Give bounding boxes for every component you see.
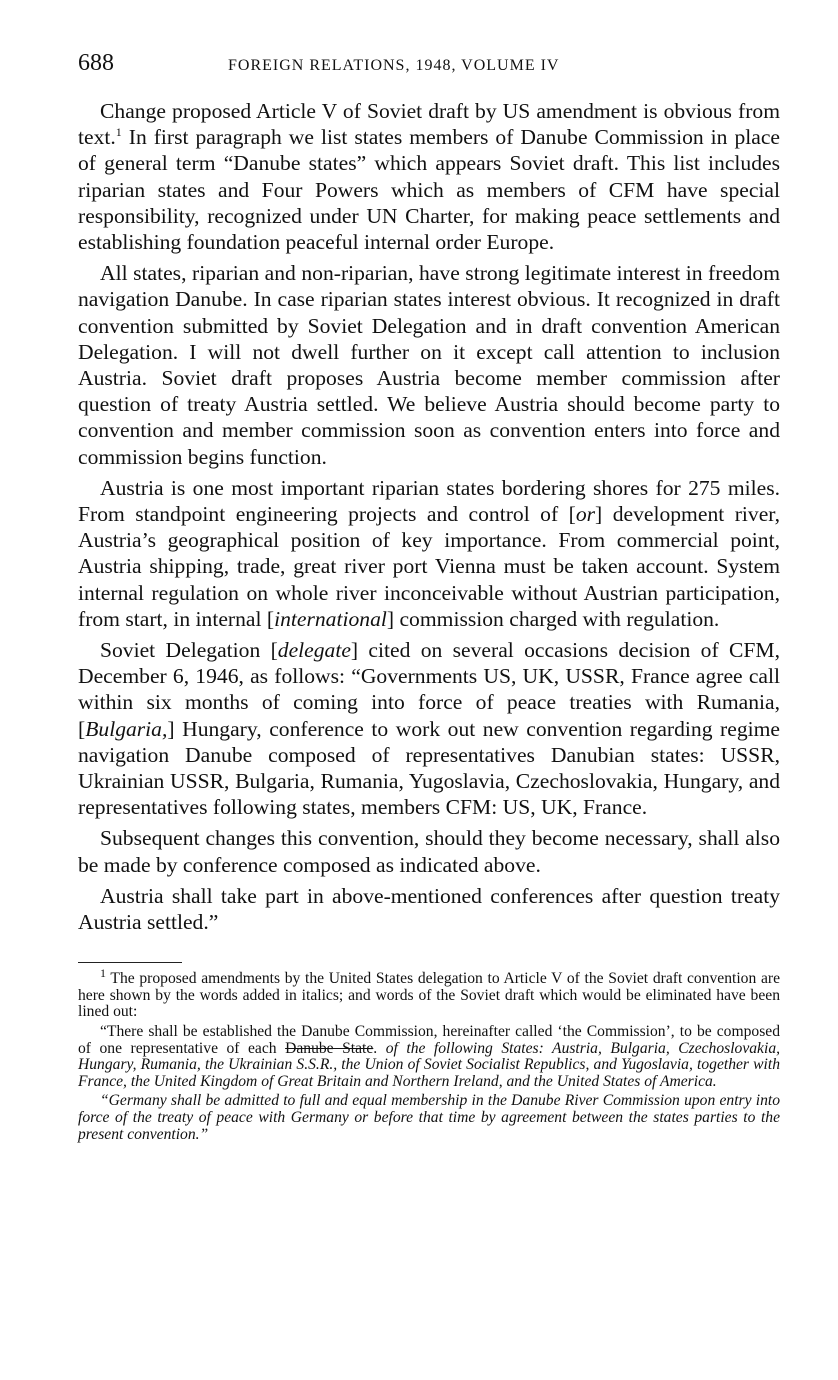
footnote [78, 966, 781, 1143]
page-number: 688 [78, 50, 114, 76]
paragraph-2: All states, riparian and non-riparian, have strong legitimate interest in freedom navigation Danube. In case riparian states interest obvious. It recognized in draft convention submitted by Soviet Delegation and in draft convention American Delegation. I will not dwell further on it except call attention to inclusion Austria. Soviet draft proposes Austria become member commission after question of treaty Austria settled. We believe Austria should become party to convention and member commission soon as convention enters into force and commission begins function. [78, 261, 780, 469]
footnote-ref: 1 [115, 125, 122, 140]
footnote-quote-2: “Germany shall be admitted to full and equal membership in the Danube River Commission upon entry into force of the treaty of peace with Germany or before that time by agreement between the states parties to the present convention.” [78, 1092, 780, 1143]
footnote-quote-1: “There shall be established the Danube Commission, hereinafter called ‘the Commission’, to be composed of one representative of each Danube State. of the following States: Austria, Bulgaria, Czechoslovakia, Hungary, Rumania, the Ukrainian S.S.R., the Union of Soviet Socialist Republics, and Yugoslavia, together with France, the United Kingdom of Great Britain and Northern Ireland, and the United States of America. [78, 1023, 781, 1090]
footnote-divider [78, 962, 182, 963]
running-head: FOREIGN RELATIONS, 1948, VOLUME IV [228, 57, 560, 74]
page-header [78, 50, 780, 84]
paragraph-1: Change proposed Article V of Soviet draft by US amendment is obvious from text.$^1$ In first paragraph we list states members of Danube Commission in place of general term “Danube states” which appears Soviet draft. This list includes riparian states and Four Powers which as members of CFM have special responsibility, recognized under UN Charter, for making peace settlements and establishing foundation peaceful internal order Europe. [78, 99, 780, 255]
paragraph-3: Austria is one most important riparian states bordering shores for 275 miles. From standpoint engineering projects and control of [or] development river, Austria’s geographical position of key importance. From commercial point, Austria shipping, trade, great river port Vienna must be taken account. System internal regulation on whole river inconceivable without Austrian participation, from start, in internal [international] commission charged with regulation. [78, 475, 780, 631]
struck-text: Danube State [285, 1039, 374, 1057]
body-text [78, 98, 780, 935]
footnote-number: 1 [100, 966, 106, 981]
paragraph-5: Subsequent changes this convention, should they become necessary, shall also be made by conference composed as indicated above. [78, 826, 780, 877]
footnote-intro: $^1$ The proposed amendments by the United States delegation to Article V of the Soviet draft convention are here shown by the words added in italics; and words of the Soviet draft which would be eliminated have been lined out: [78, 966, 780, 1021]
document-page [78, 50, 780, 1143]
paragraph-4: Soviet Delegation [delegate] cited on several occasions decision of CFM, December 6, 1946, as follows: “Governments US, UK, USSR, France agree call within six months of coming into force of peace treaties with Rumania, [Bulgaria,] Hungary, conference to work out new convention regarding regime navigation Danube composed of representatives Danubian states: USSR, Ukrainian USSR, Bulgaria, Rumania, Yugoslavia, Czechoslovakia, Hungary, and representatives following states, members CFM: US, UK, France. [78, 638, 780, 820]
added-text: of the following States: Austria, Bulgaria, Czechoslovakia, Hungary, Rumania, the Ukrainian S.S.R., the Union of Soviet Socialist Republics, and Yugoslavia, together with France, the United Kingdom of Great Britain and Northern Ireland, and the United States of America. [78, 1039, 781, 1090]
paragraph-6: Austria shall take part in above-mentioned conferences after question treaty Austria settled.” [78, 883, 780, 935]
